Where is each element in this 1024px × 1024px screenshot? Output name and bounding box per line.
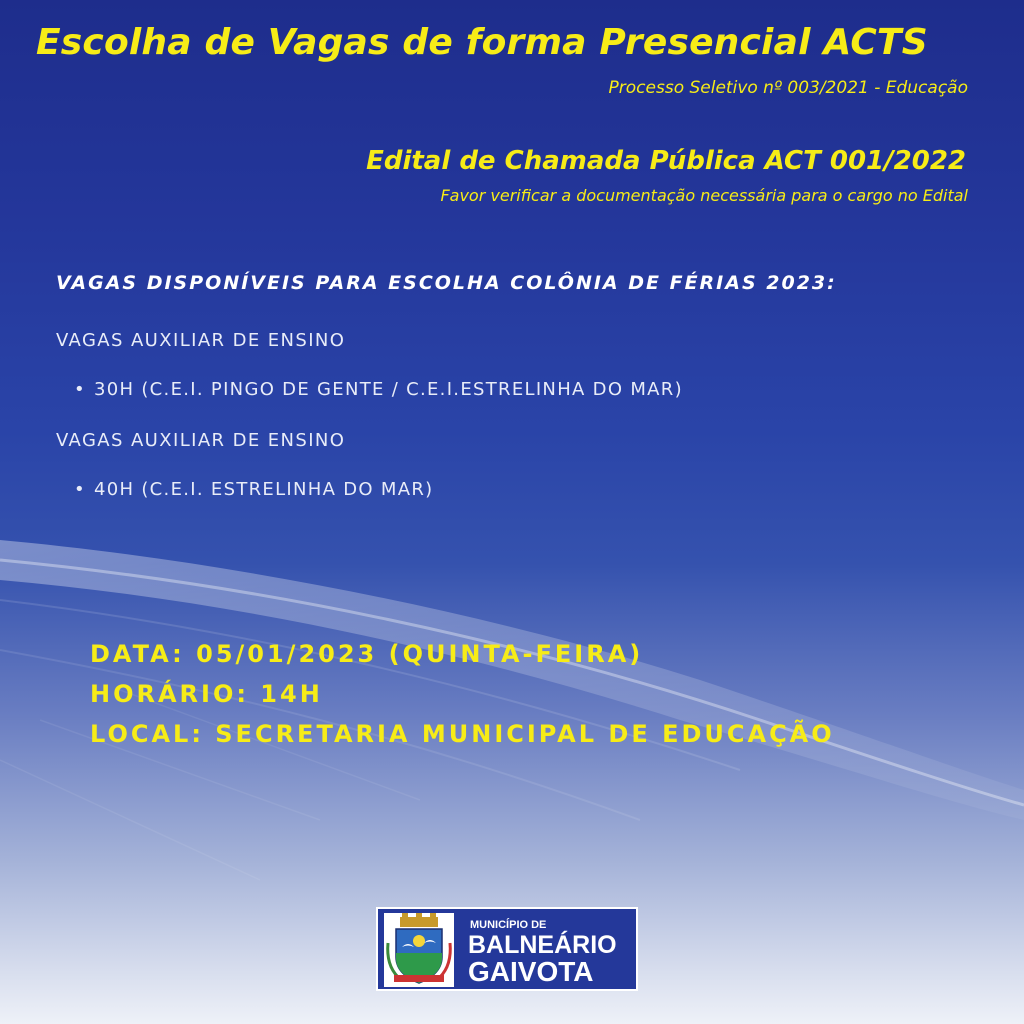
vaga-item-text: 40H (C.E.I. ESTRELINHA DO MAR) bbox=[94, 479, 434, 500]
municipality-logo bbox=[376, 907, 638, 991]
bullet-icon: • bbox=[74, 379, 86, 400]
vaga-group-title: VAGAS AUXILIAR DE ENSINO bbox=[56, 430, 346, 451]
logo-municipio-label: MUNICÍPIO DE bbox=[470, 919, 547, 931]
vaga-list-item bbox=[56, 379, 683, 400]
logo-balneario-label: BALNEÁRIO bbox=[468, 931, 617, 959]
vaga-group bbox=[56, 330, 683, 400]
process-subtitle: Processo Seletivo nº 003/2021 - Educação bbox=[608, 78, 968, 98]
time-info: HORÁRIO: 14H bbox=[90, 680, 323, 708]
vaga-item-text: 30H (C.E.I. PINGO DE GENTE / C.E.I.ESTRELINHA DO MAR) bbox=[94, 379, 683, 400]
edital-title: Edital de Chamada Pública ACT 001/2022 bbox=[366, 146, 966, 176]
edital-note: Favor verificar a documentação necessária para o cargo no Edital bbox=[440, 186, 968, 205]
vaga-group-title: VAGAS AUXILIAR DE ENSINO bbox=[56, 330, 346, 351]
vagas-heading: VAGAS DISPONÍVEIS PARA ESCOLHA COLÔNIA DE FÉRIAS 2023: bbox=[56, 272, 837, 294]
vaga-group bbox=[56, 430, 434, 500]
date-info: DATA: 05/01/2023 (QUINTA-FEIRA) bbox=[90, 640, 644, 668]
logo-gaivota-label: GAIVOTA bbox=[468, 956, 594, 987]
vaga-list-item bbox=[56, 479, 434, 500]
place-info: LOCAL: SECRETARIA MUNICIPAL DE EDUCAÇÃO bbox=[90, 720, 835, 748]
bullet-icon: • bbox=[74, 479, 86, 500]
coat-of-arms-icon bbox=[384, 913, 454, 987]
page-title: Escolha de Vagas de forma Presencial ACTS bbox=[36, 22, 928, 63]
